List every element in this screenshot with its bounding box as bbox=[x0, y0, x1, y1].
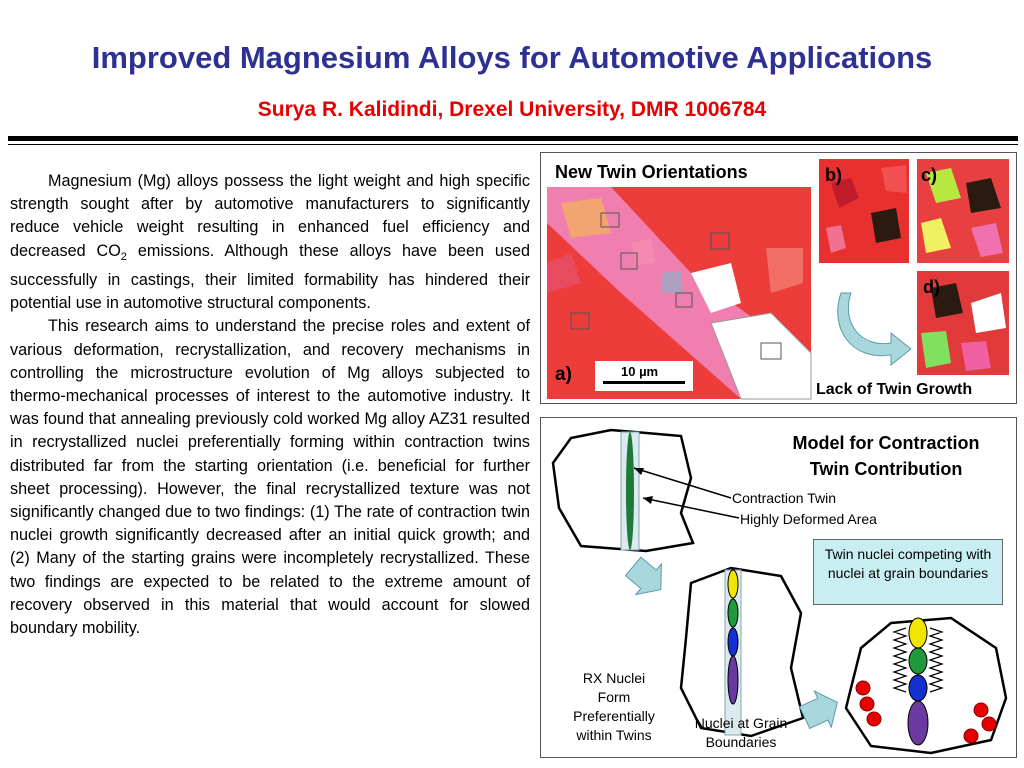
caption-lack-of-twin-growth: Lack of Twin Growth bbox=[816, 381, 973, 398]
paragraph-2: This research aims to understand the precise roles and extent of various deformation, recrystallization, and recovery mechanisms in controlling the microstructure evolution of Mg alloys subjected to thermo-mechanical processes of interest to the automotive industry. It was found that annealing previously cold worked Mg alloy AZ31 resulted in recrystallized nuclei preferentially forming within contraction twins distributed far from the starting orientation (i.e. beneficial for further sheet processing). However, the final recrystallized texture was not significantly changed due to two findings: (1) The rate of contraction twin nuclei growth significantly decreased after an initial quick growth; and (2) Many of the starting grains were incompletely recrystallized. These two findings are expected to be related to the extreme amount of recovery observed in this material that would account for slowed boundary mobility. bbox=[10, 317, 530, 638]
figure-heading-new-twin: New Twin Orientations bbox=[555, 162, 748, 182]
callout-twin-nuclei: Twin nuclei competing with nuclei at grain boundaries bbox=[813, 539, 1003, 605]
contraction-twin-1 bbox=[626, 432, 634, 550]
d-grain-4 bbox=[961, 341, 991, 371]
title-rule-thin bbox=[8, 144, 1018, 145]
paragraph-1: Magnesium (Mg) alloys possess the light weight and high specific strength sought after by automotive manufacturers to significantly reduce vehicle weight resulting in enhanced fuel efficiency and decreased $CO_2$ emissions. Although these alloys have been used successfully in castings, their limited formability has hindered their potential use in automotive structural components. bbox=[10, 172, 531, 313]
nucleus-blue-1 bbox=[728, 628, 738, 656]
grain-2-outline bbox=[681, 568, 803, 736]
arrow-step-1-icon bbox=[620, 551, 673, 605]
figure-panel-bottom bbox=[540, 417, 1017, 758]
label-d: d) bbox=[923, 277, 940, 297]
gb-nucleus-3 bbox=[867, 712, 881, 726]
grain-grey bbox=[661, 271, 683, 293]
gb-nucleus-2 bbox=[860, 697, 874, 711]
nucleus-purple-2 bbox=[908, 701, 928, 745]
scale-bar bbox=[603, 381, 685, 384]
scale-bar-label: 10 µm bbox=[621, 364, 659, 379]
label-nuclei-grain-boundaries: Nuclei at Grain Boundaries bbox=[694, 715, 788, 750]
figure-panel-top bbox=[540, 152, 1017, 404]
label-c: c) bbox=[921, 165, 938, 185]
micrograph-figure bbox=[541, 153, 1016, 403]
model-heading: Model for Contraction Twin Contribution bbox=[792, 433, 980, 479]
gb-nucleus-6 bbox=[964, 729, 978, 743]
nucleus-yellow-2 bbox=[909, 618, 927, 648]
label-rx-nuclei: RX Nuclei Form Preferentially within Twins bbox=[573, 670, 655, 743]
nucleus-blue-2 bbox=[909, 675, 927, 701]
gb-nucleus-5 bbox=[982, 717, 996, 731]
page-subtitle: Surya R. Kalidindi, Drexel University, DMR 1006784 bbox=[257, 98, 767, 121]
arrow-step-2-icon bbox=[796, 684, 846, 735]
label-contraction-twin: Contraction Twin bbox=[732, 490, 837, 506]
label-a: a) bbox=[555, 364, 572, 385]
label-b: b) bbox=[825, 165, 842, 185]
curved-arrow-icon bbox=[838, 293, 911, 365]
page-title: Improved Magnesium Alloys for Automotive Applications bbox=[91, 40, 933, 75]
gb-nucleus-4 bbox=[974, 703, 988, 717]
nucleus-green-1 bbox=[728, 599, 738, 627]
b-grain-2 bbox=[871, 208, 901, 243]
nucleus-yellow-1 bbox=[728, 570, 738, 598]
title-rule-thick bbox=[8, 136, 1018, 141]
body-text bbox=[10, 170, 530, 640]
gb-nucleus-1 bbox=[856, 681, 870, 695]
nucleus-green-2 bbox=[909, 648, 927, 674]
d-grain-3 bbox=[921, 331, 951, 368]
label-highly-deformed: Highly Deformed Area bbox=[740, 511, 877, 527]
nucleus-purple-1 bbox=[728, 656, 738, 704]
